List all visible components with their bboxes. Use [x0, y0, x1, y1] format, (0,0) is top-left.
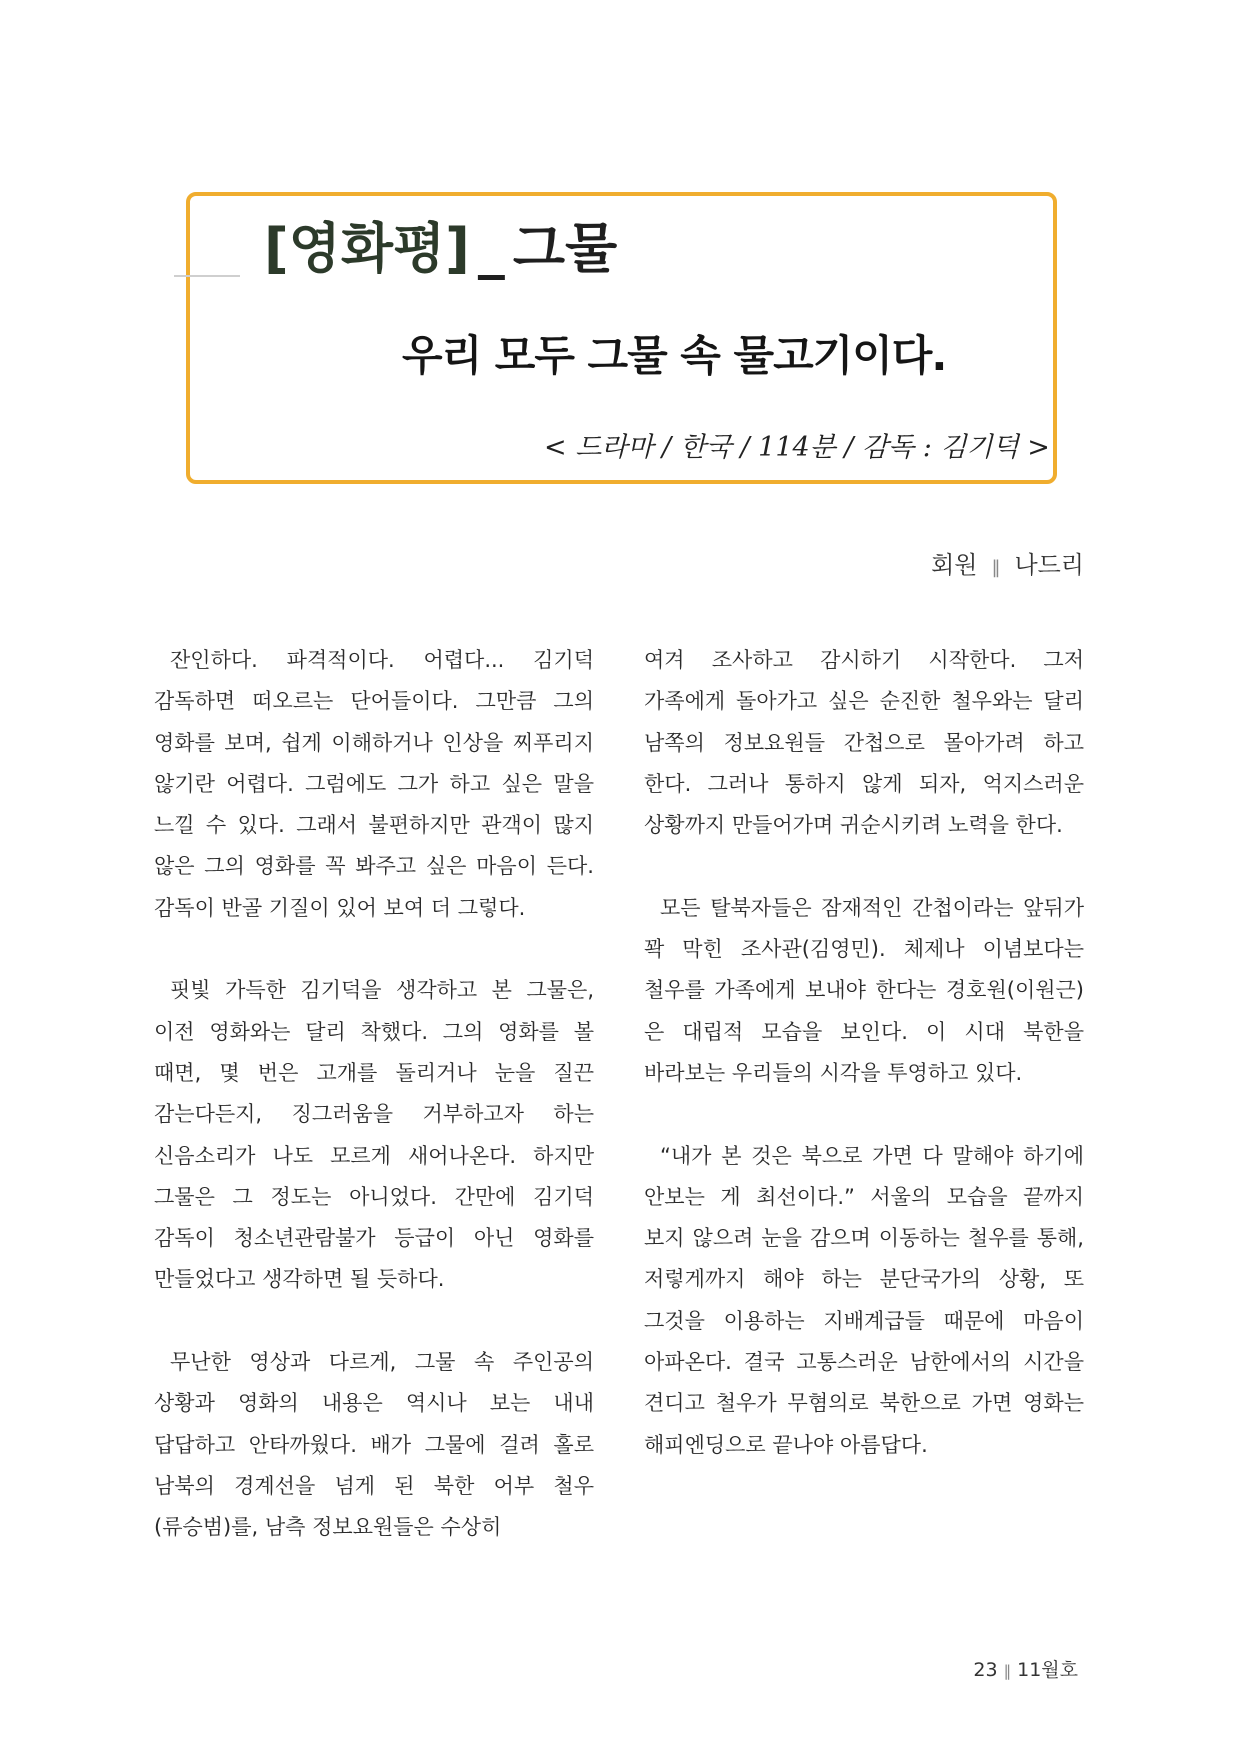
issue-label: 11월호: [1017, 1659, 1078, 1681]
film-info: < 드라마 / 한국 / 114분 / 감독 : 김기덕 >: [544, 432, 1050, 463]
right-column: [644, 640, 1084, 1466]
subtitle: 우리 모두 그물 속 물고기이다.: [402, 331, 947, 380]
paragraph: 모든 탈북자들은 잠재적인 간첩이라는 앞뒤가 꽉 막힌 조사관(김영민). 체제나 이념보다는 철우를 가족에게 보내야 한다는 경호원(이원근)은 대립적 모습을 보인다. 이 시대 북한을 바라보는 우리들의 시각을 투영하고 있다.: [644, 895, 1084, 1085]
left-column: [154, 640, 594, 1549]
author-divider: ‖: [991, 557, 1001, 578]
paragraph: 무난한 영상과 다르게, 그물 속 주인공의 상황과 영화의 내용은 역시나 보는 내내 답답하고 안타까웠다. 배가 그물에 걸려 홀로 남북의 경계선을 넘게 된 북한 어부 철우(류승범)를, 남측 정보요원들은 수상히: [154, 1350, 594, 1540]
page-title: [264, 214, 617, 284]
page-number: 23: [973, 1659, 998, 1681]
page-footer: [973, 1656, 1078, 1685]
author-label: 회원: [931, 551, 978, 579]
footer-divider: ‖: [1003, 1662, 1012, 1680]
title-film-name: 그물: [512, 217, 618, 280]
decorative-line: [174, 275, 240, 277]
paragraph-continuation: 여겨 조사하고 감시하기 시작한다. 그저 가족에게 돌아가고 싶은 순진한 철우와는 달리 남쪽의 정보요원들 간첩으로 몰아가려 하고 한다. 그러나 통하지 않게 되자, 억지스러운 상황까지 만들어가며 귀순시키려 노력을 한다.: [644, 648, 1084, 838]
author-name: 나드리: [1014, 551, 1084, 579]
paragraph: 핏빛 가득한 김기덕을 생각하고 본 그물은, 이전 영화와는 달리 착했다. 그의 영화를 볼 때면, 몇 번은 고개를 돌리거나 눈을 질끈 감는다든지, 징그러움을 거부하고자 하는 신음소리가 나도 모르게 새어나온다. 하지만 그물은 그 정도는 아니었다. 간만에 김기덕 감독이 청소년관람불가 등급이 아닌 영화를 만들었다고 생각하면 될 듯하다.: [154, 978, 594, 1292]
title-separator: _: [477, 217, 505, 280]
author-line: [931, 548, 1084, 585]
paragraph: 잔인하다. 파격적이다. 어렵다... 김기덕 감독하면 떠오르는 단어들이다. 그만큼 그의 영화를 보며, 쉽게 이해하거나 인상을 찌푸리지 않기란 어렵다. 그럼에도 그가 하고 싶은 말을 느낄 수 있다. 그래서 불편하지만 관객이 많지 않은 그의 영화를 꼭 봐주고 싶은 마음이 든다. 감독이 반골 기질이 있어 보여 더 그렇다.: [154, 648, 594, 920]
title-category: [영화평]: [264, 217, 470, 280]
paragraph: “내가 본 것은 북으로 가면 다 말해야 하기에 안보는 게 최선이다.” 서울의 모습을 끝까지 보지 않으려 눈을 감으며 이동하는 철우를 통해, 저렇게까지 해야 하는 분단국가의 상황, 또 그것을 이용하는 지배계급들 때문에 마음이 아파온다. 결국 고통스러운 남한에서의 시간을 견디고 철우가 무혐의로 북한으로 가면 영화는 해피엔딩으로 끝나야 아름답다.: [644, 1143, 1084, 1457]
